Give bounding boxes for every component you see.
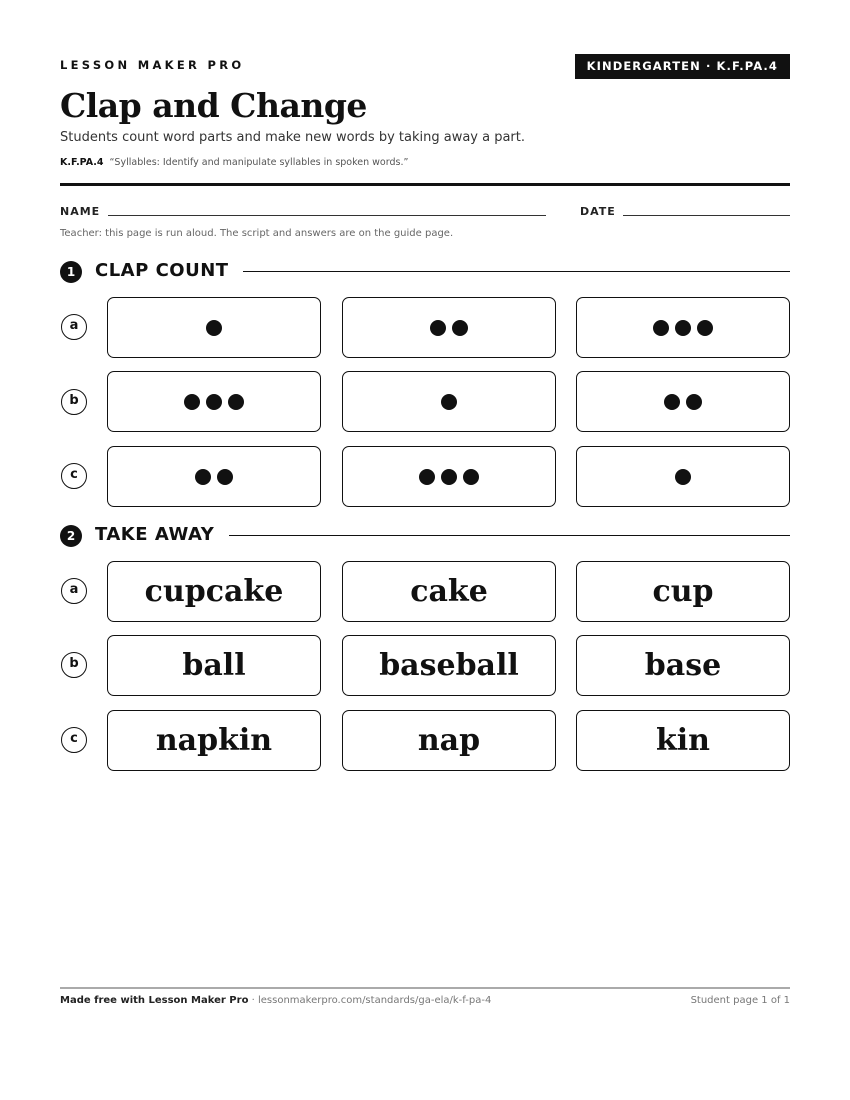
syllable-dots	[675, 469, 691, 485]
syllable-dot	[206, 394, 222, 410]
section-take-away	[60, 523, 790, 549]
clap-card	[107, 297, 321, 358]
syllable-dot	[419, 469, 435, 485]
teacher-note: Teacher: this page is run aloud. The script and answers are on the guide page.	[60, 228, 454, 239]
syllable-dot	[675, 320, 691, 336]
footer-divider	[60, 987, 790, 989]
word-card	[342, 710, 556, 771]
clap-card	[576, 446, 790, 507]
footer-credit	[60, 995, 491, 1006]
syllable-dot	[184, 394, 200, 410]
grade-badge: KINDERGARTEN · K.F.PA.4	[575, 54, 790, 79]
word-card	[342, 635, 556, 696]
syllable-dots	[441, 394, 457, 410]
section-title: TAKE AWAY	[95, 524, 226, 545]
footer-url[interactable]: · lessonmakerpro.com/standards/ga-ela/k-f-pa-4	[248, 995, 492, 1006]
row-letter-c: c	[61, 727, 87, 753]
page-subtitle: Students count word parts and make new words by taking away a part.	[60, 130, 526, 145]
syllable-dots	[184, 394, 244, 410]
word-card	[576, 561, 790, 622]
section-rule	[229, 535, 790, 536]
syllable-dot	[653, 320, 669, 336]
name-label: NAME	[60, 205, 101, 218]
date-label: DATE	[580, 205, 616, 218]
syllable-dots	[664, 394, 702, 410]
syllable-dot	[441, 394, 457, 410]
section-number: 2	[60, 525, 82, 547]
standard-code: K.F.PA.4	[60, 157, 104, 168]
syllable-dot	[463, 469, 479, 485]
name-field[interactable]	[108, 215, 546, 216]
page-title: Clap and Change	[60, 86, 367, 125]
syllable-dot	[206, 320, 222, 336]
syllable-dots	[653, 320, 713, 336]
syllable-dot	[228, 394, 244, 410]
word: base	[644, 648, 722, 683]
syllable-dot	[697, 320, 713, 336]
word: napkin	[155, 723, 273, 758]
section-number: 1	[60, 261, 82, 283]
clap-card	[342, 297, 556, 358]
word-card	[576, 710, 790, 771]
row-letter-b: b	[61, 652, 87, 678]
brand-name: LESSON MAKER PRO	[60, 58, 245, 72]
syllable-dot	[452, 320, 468, 336]
section-clap-count	[60, 259, 790, 285]
syllable-dot	[217, 469, 233, 485]
word-card	[107, 710, 321, 771]
syllable-dots	[430, 320, 468, 336]
standard-text: “Syllables: Identify and manipulate syllables in spoken words.”	[109, 157, 409, 168]
row-letter-c: c	[61, 463, 87, 489]
word: cupcake	[144, 574, 284, 609]
word-card	[342, 561, 556, 622]
footer-made-with: Made free with Lesson Maker Pro	[60, 995, 249, 1006]
section-title: CLAP COUNT	[95, 260, 241, 281]
word: ball	[182, 648, 246, 683]
clap-card	[576, 371, 790, 432]
clap-card	[107, 446, 321, 507]
word-card	[576, 635, 790, 696]
word: nap	[417, 723, 481, 758]
syllable-dot	[441, 469, 457, 485]
word: kin	[656, 723, 710, 758]
clap-card	[107, 371, 321, 432]
row-letter-a: a	[61, 578, 87, 604]
row-letter-b: b	[61, 389, 87, 415]
syllable-dots	[195, 469, 233, 485]
clap-card	[576, 297, 790, 358]
date-field[interactable]	[623, 215, 790, 216]
row-letter-a: a	[61, 314, 87, 340]
word: baseball	[379, 648, 519, 683]
word-card	[107, 561, 321, 622]
syllable-dots	[419, 469, 479, 485]
syllable-dots	[206, 320, 222, 336]
standard-line	[60, 157, 408, 168]
header-divider	[60, 183, 790, 186]
syllable-dot	[664, 394, 680, 410]
word: cup	[652, 574, 714, 609]
syllable-dot	[195, 469, 211, 485]
syllable-dot	[686, 394, 702, 410]
syllable-dot	[675, 469, 691, 485]
clap-card	[342, 371, 556, 432]
section-rule	[243, 271, 790, 272]
word: cake	[410, 574, 488, 609]
clap-card	[342, 446, 556, 507]
syllable-dot	[430, 320, 446, 336]
word-card	[107, 635, 321, 696]
footer-page-number: Student page 1 of 1	[690, 995, 790, 1006]
